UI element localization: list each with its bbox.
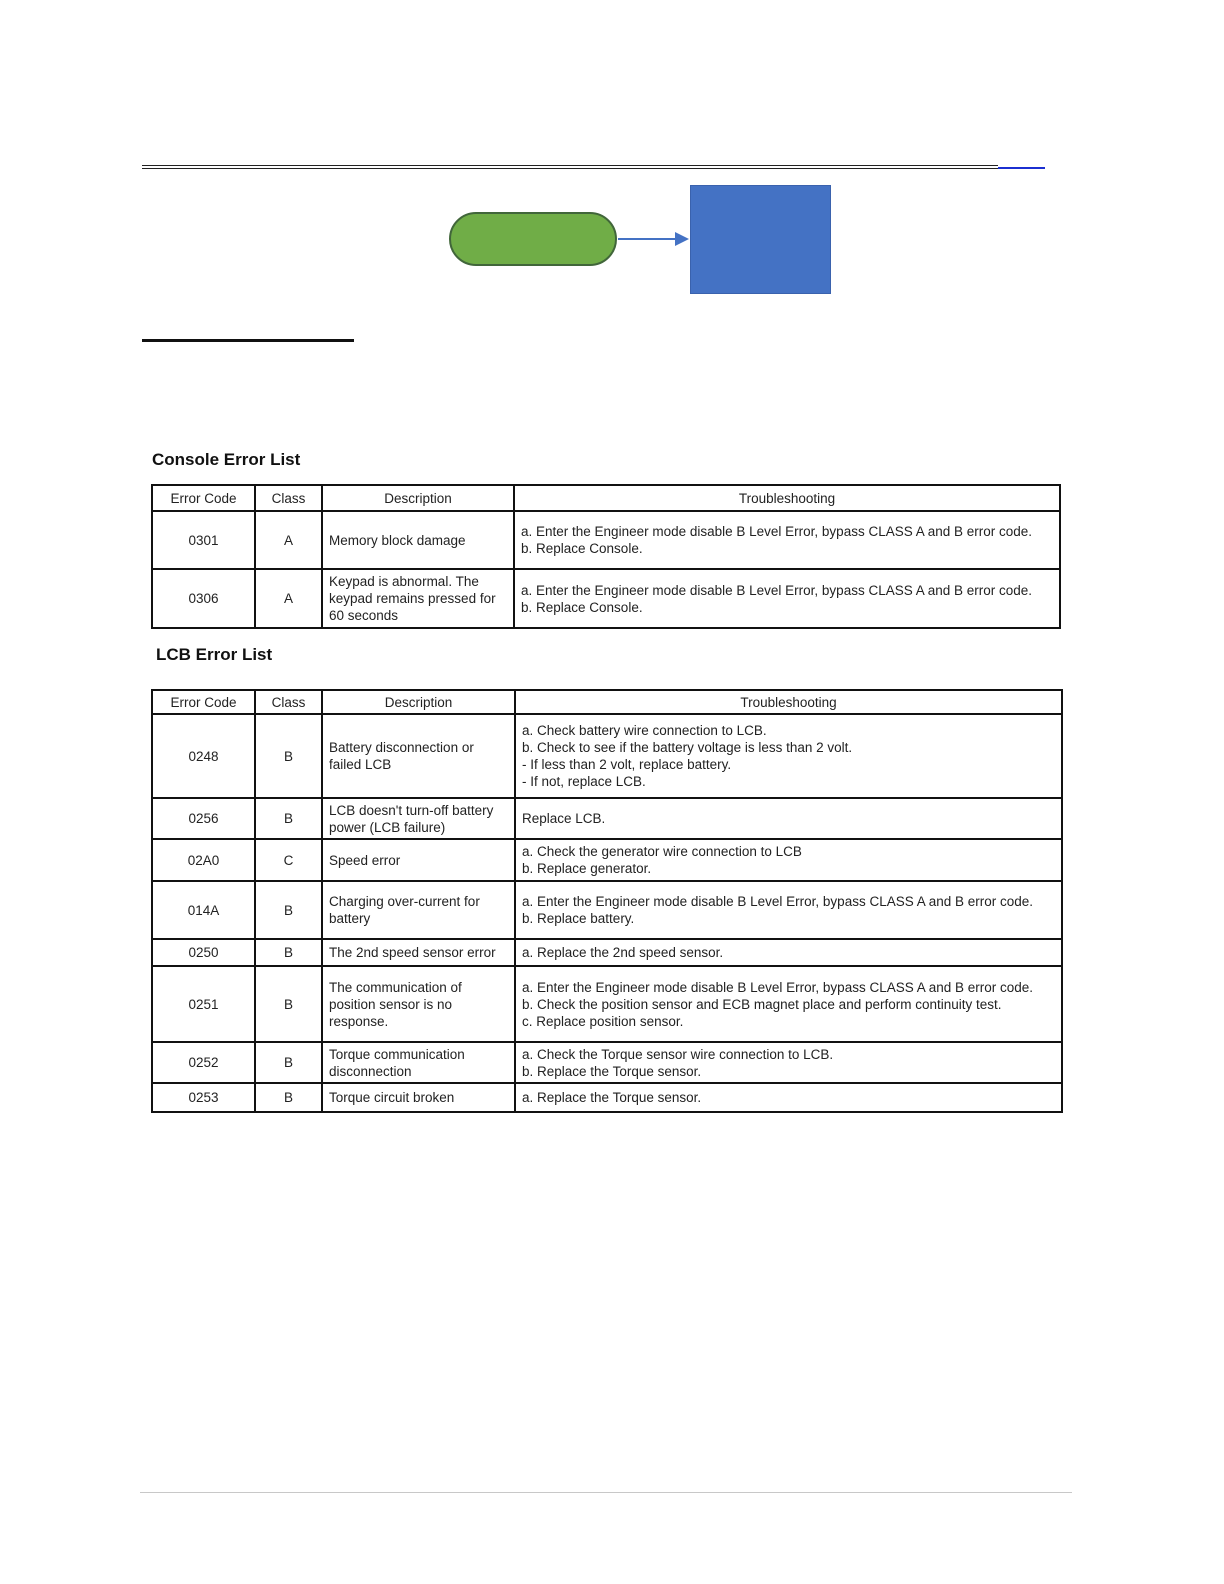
description-cell: Speed error xyxy=(322,839,515,881)
header-troubleshooting: Troubleshooting xyxy=(515,690,1062,714)
class-cell: B xyxy=(255,966,322,1042)
description-cell: Torque communication disconnection xyxy=(322,1042,515,1083)
header-error-code: Error Code xyxy=(152,485,255,511)
troubleshooting-cell xyxy=(514,511,1060,569)
troubleshooting-step: a. Replace the 2nd speed sensor. xyxy=(522,945,724,960)
troubleshooting-cell xyxy=(515,966,1062,1042)
troubleshooting-step: a. Check battery wire connection to LCB. xyxy=(522,723,767,738)
troubleshooting-step: b. Replace Console. xyxy=(521,541,643,556)
troubleshooting-step: a. Enter the Engineer mode disable B Level Error, bypass CLASS A and B error code. xyxy=(522,894,1034,909)
description-cell: Torque circuit broken xyxy=(322,1083,515,1112)
error-code-cell: 02A0 xyxy=(152,839,255,881)
class-cell: B xyxy=(255,1042,322,1083)
description-cell: Charging over-current for battery xyxy=(322,881,515,939)
troubleshooting-step: b. Replace Console. xyxy=(521,599,643,615)
troubleshooting-step: b. Replace battery. xyxy=(522,911,635,926)
troubleshooting-cell xyxy=(515,939,1062,966)
troubleshooting-step: - If less than 2 volt, replace battery. xyxy=(522,757,732,772)
flowchart-start-shape xyxy=(449,212,617,266)
description-cell: Battery disconnection or failed LCB xyxy=(322,714,515,798)
lcb-error-table xyxy=(151,689,1063,1113)
class-cell: B xyxy=(255,714,322,798)
error-code-cell: 0306 xyxy=(152,569,255,628)
description-cell: The communication of position sensor is no response. xyxy=(322,966,515,1042)
table-header-row xyxy=(152,485,1060,511)
class-cell: B xyxy=(255,881,322,939)
troubleshooting-cell xyxy=(515,798,1062,839)
troubleshooting-cell xyxy=(515,714,1062,798)
table-row xyxy=(152,1083,1062,1112)
error-code-cell: 0256 xyxy=(152,798,255,839)
header-rule xyxy=(142,165,998,169)
class-cell: B xyxy=(255,939,322,966)
troubleshooting-cell xyxy=(515,1083,1062,1112)
error-code-cell: 0251 xyxy=(152,966,255,1042)
footer-rule xyxy=(140,1492,1072,1493)
troubleshooting-step: a. Enter the Engineer mode disable B Level Error, bypass CLASS A and B error code. xyxy=(521,524,1033,539)
troubleshooting-step: a. Check the generator wire connection to LCB xyxy=(522,844,802,859)
header-troubleshooting: Troubleshooting xyxy=(514,485,1060,511)
troubleshooting-cell xyxy=(515,1042,1062,1083)
error-code-cell: 014A xyxy=(152,881,255,939)
lcb-error-list-title: LCB Error List xyxy=(156,645,273,664)
header-description: Description xyxy=(322,485,514,511)
class-cell: B xyxy=(255,798,322,839)
troubleshooting-step: - If not, replace LCB. xyxy=(522,774,646,789)
description-cell: Keypad is abnormal. The keypad remains pressed for 60 seconds xyxy=(322,569,514,628)
description-cell: Memory block damage xyxy=(322,511,514,569)
troubleshooting-cell xyxy=(515,839,1062,881)
error-code-cell: 0253 xyxy=(152,1083,255,1112)
troubleshooting-step: a. Check the Torque sensor wire connection to LCB. xyxy=(522,1046,834,1062)
table-header-row xyxy=(152,690,1062,714)
console-error-list-title: Console Error List xyxy=(152,450,301,469)
header-error-code: Error Code xyxy=(152,690,255,714)
troubleshooting-step: b. Replace generator. xyxy=(522,861,652,876)
header-description: Description xyxy=(322,690,515,714)
section-underline xyxy=(142,339,354,342)
console-error-table xyxy=(151,484,1061,629)
troubleshooting-step: b. Check to see if the battery voltage is less than 2 volt. xyxy=(522,740,853,755)
table-row xyxy=(152,511,1060,569)
troubleshooting-step: a. Enter the Engineer mode disable B Level Error, bypass CLASS A and B error code. xyxy=(522,979,1034,995)
table-row xyxy=(152,798,1062,839)
class-cell: B xyxy=(255,1083,322,1112)
troubleshooting-cell xyxy=(514,569,1060,628)
class-cell: A xyxy=(255,569,322,628)
flowchart-process-shape xyxy=(690,185,831,294)
table-row xyxy=(152,714,1062,798)
troubleshooting-step: a. Replace the Torque sensor. xyxy=(522,1090,702,1105)
error-code-cell: 0301 xyxy=(152,511,255,569)
class-cell: C xyxy=(255,839,322,881)
description-cell: LCB doesn't turn-off battery power (LCB failure) xyxy=(322,798,515,839)
flowchart-arrow-icon xyxy=(618,229,690,249)
table-row xyxy=(152,966,1062,1042)
table-row xyxy=(152,569,1060,628)
troubleshooting-step: a. Enter the Engineer mode disable B Level Error, bypass CLASS A and B error code. xyxy=(521,582,1033,598)
table-row xyxy=(152,881,1062,939)
header-class: Class xyxy=(255,690,322,714)
error-code-cell: 0252 xyxy=(152,1042,255,1083)
class-cell: A xyxy=(255,511,322,569)
troubleshooting-step: Replace LCB. xyxy=(522,811,606,826)
troubleshooting-cell xyxy=(515,881,1062,939)
table-row xyxy=(152,839,1062,881)
troubleshooting-step: b. Check the position sensor and ECB magnet place and perform continuity test. xyxy=(522,996,1002,1012)
description-cell: The 2nd speed sensor error xyxy=(322,939,515,966)
header-link-underline[interactable] xyxy=(998,167,1045,169)
error-code-cell: 0248 xyxy=(152,714,255,798)
header-class: Class xyxy=(255,485,322,511)
troubleshooting-step: c. Replace position sensor. xyxy=(522,1013,684,1029)
table-row xyxy=(152,939,1062,966)
troubleshooting-step: b. Replace the Torque sensor. xyxy=(522,1063,702,1079)
error-code-cell: 0250 xyxy=(152,939,255,966)
table-row xyxy=(152,1042,1062,1083)
